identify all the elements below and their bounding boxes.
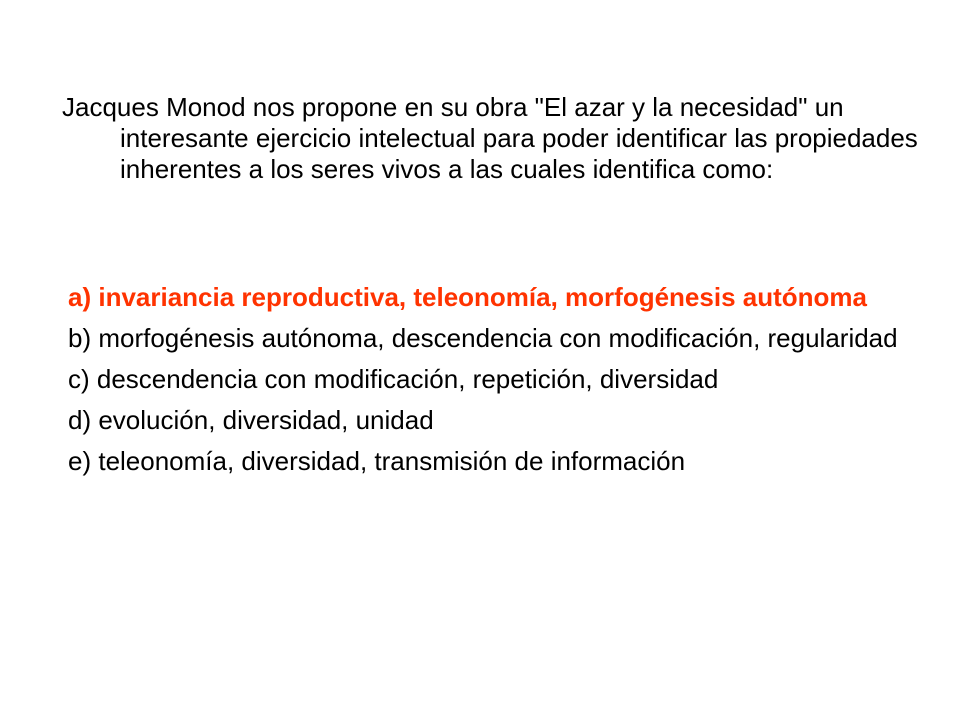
option-a: a) invariancia reproductiva, teleonomía, morfogénesis autónoma bbox=[68, 282, 867, 312]
option-d: d) evolución, diversidad, unidad bbox=[68, 405, 434, 435]
question-text: Jacques Monod nos propone en su obra "El azar y la necesidad" un interesante ejercicio intelectual para poder identificar las propiedades inherentes a los seres vivos a las cuales identifica como: bbox=[62, 92, 918, 184]
option-e: e) teleonomía, diversidad, transmisión de información bbox=[68, 446, 686, 476]
option-b: b) morfogénesis autónoma, descendencia con modificación, regularidad bbox=[68, 323, 898, 353]
option-c: c) descendencia con modificación, repetición, diversidad bbox=[68, 364, 719, 394]
answer-options-list bbox=[68, 282, 898, 487]
